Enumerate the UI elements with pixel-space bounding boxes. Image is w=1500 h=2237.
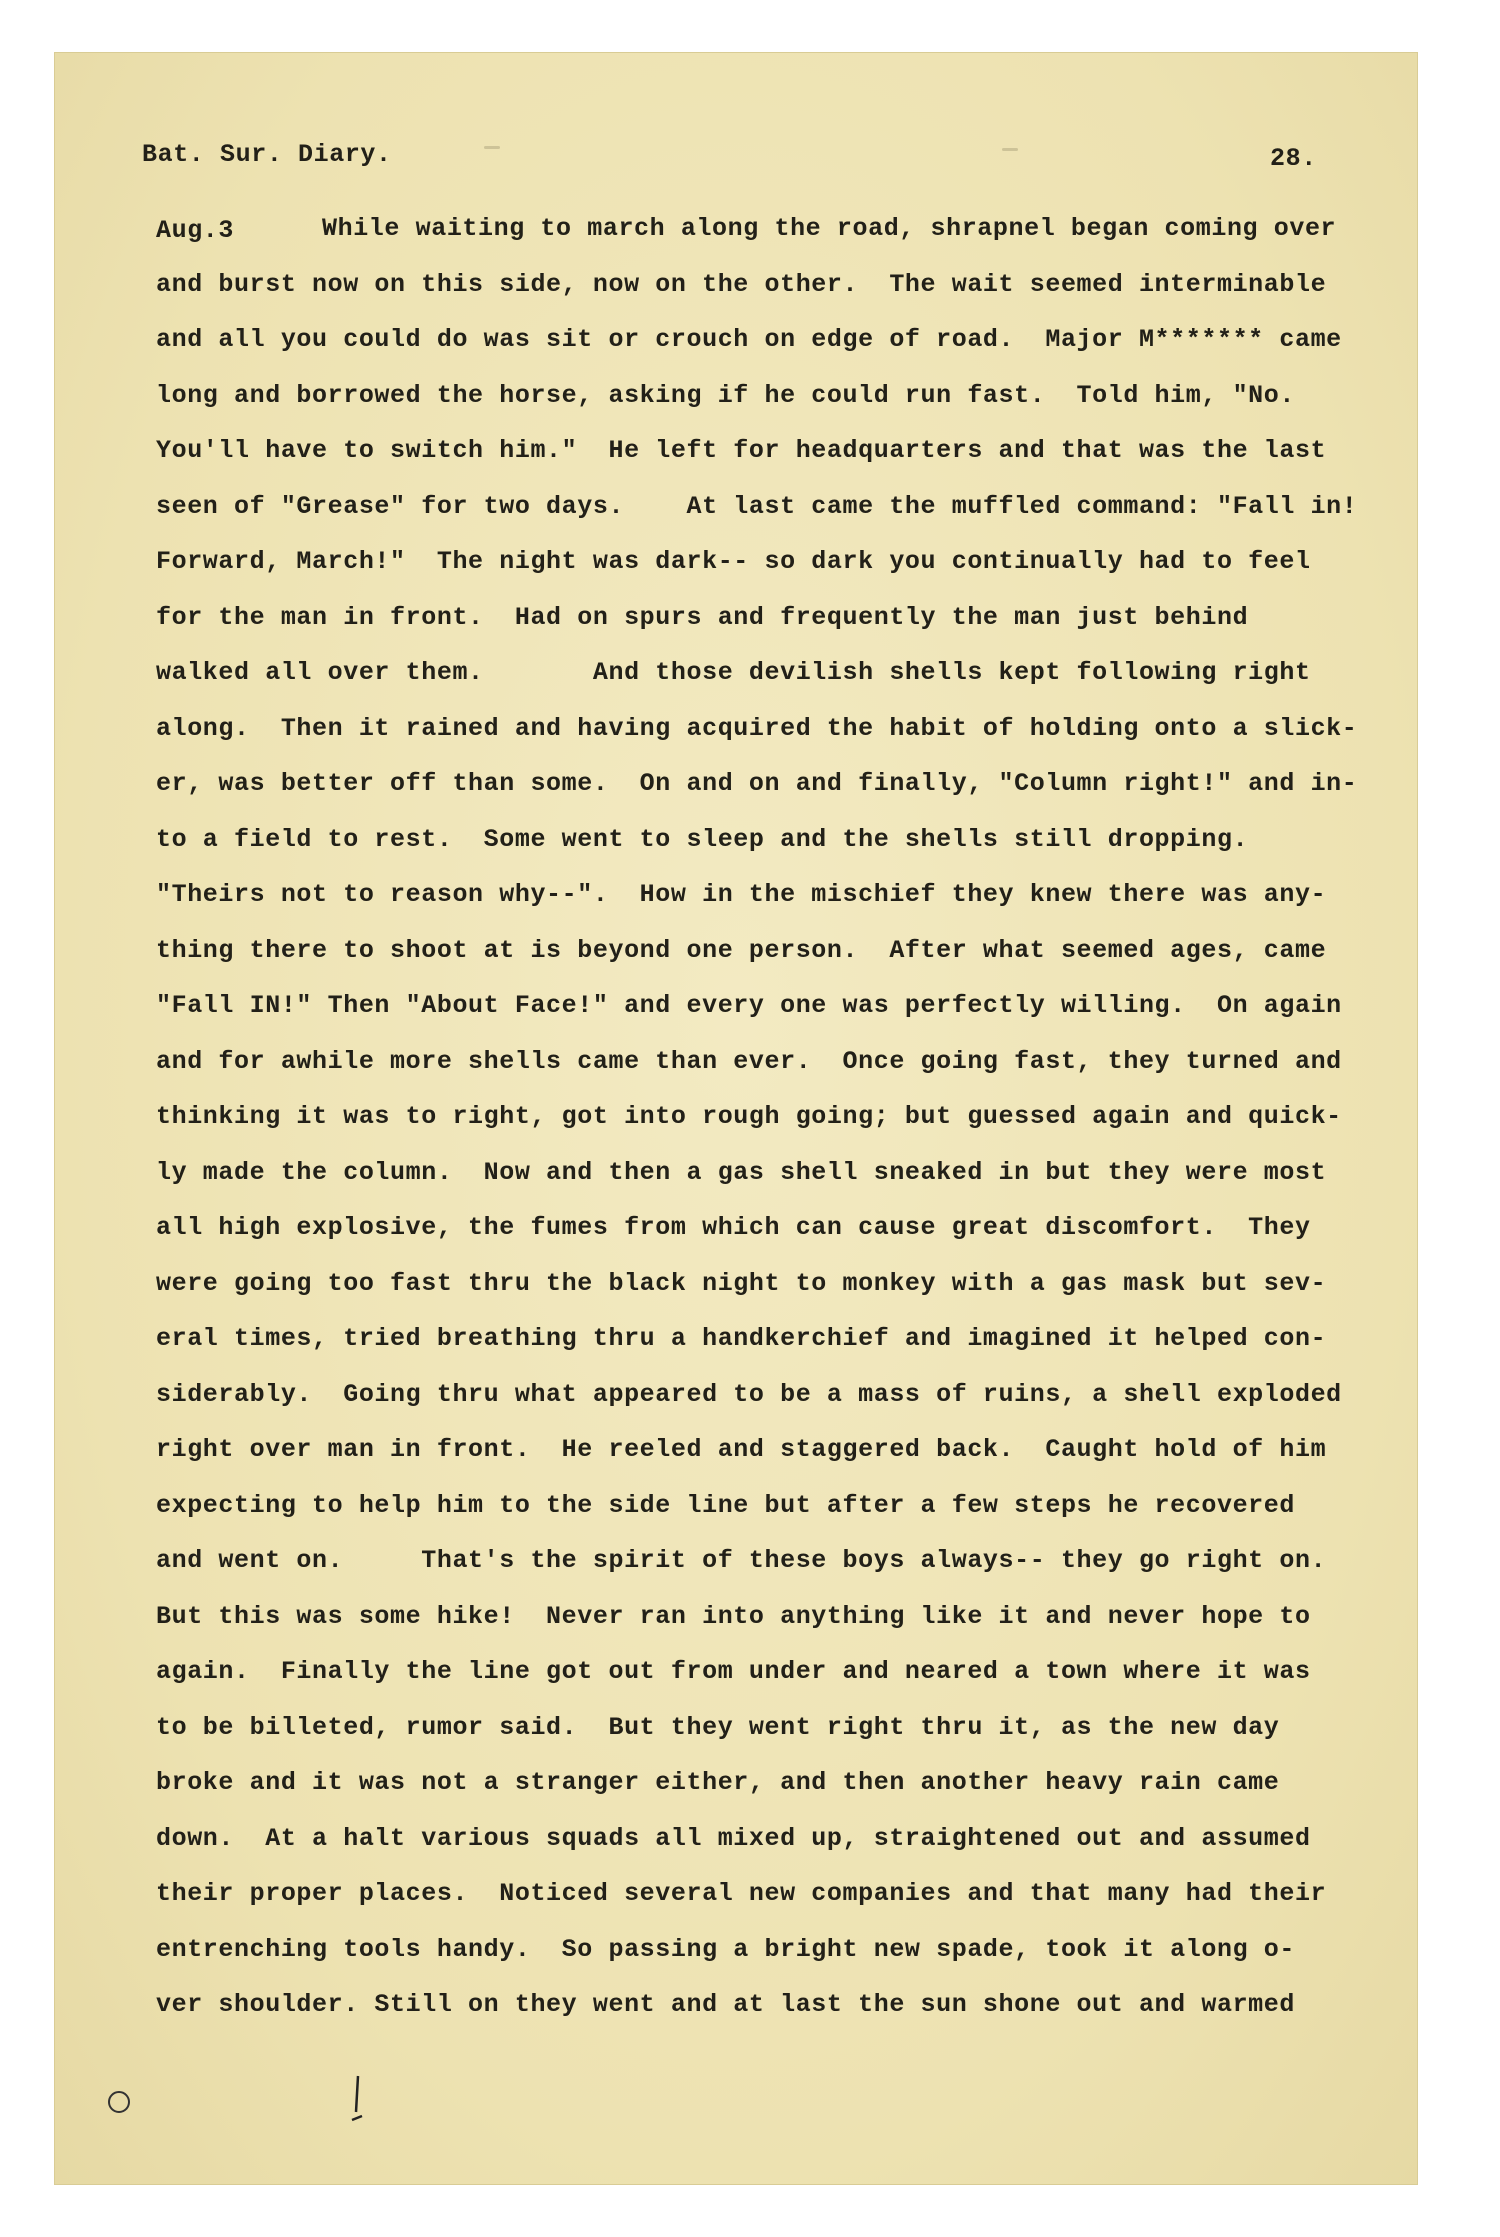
diary-line: You'll have to switch him." He left for headquarters and that was the last	[156, 436, 1327, 465]
circled-mark	[108, 2091, 130, 2113]
diary-line: down. At a halt various squads all mixed up, straightened out and assumed	[156, 1823, 1311, 1853]
diary-line: er, was better off than some. On and on and finally, "Column right!" and in-	[156, 769, 1358, 798]
diary-line: right over man in front. He reeled and staggered back. Caught hold of him	[156, 1435, 1327, 1464]
diary-line: While waiting to march along the road, shrapnel began coming over	[322, 214, 1337, 243]
pen-mark-icon	[338, 2068, 398, 2128]
diary-line: thinking it was to right, got into rough going; but guessed again and quick-	[156, 1102, 1342, 1131]
diary-line: expecting to help him to the side line but after a few steps he recovered	[156, 1490, 1295, 1520]
document-page	[54, 52, 1418, 2185]
diary-line: ly made the column. Now and then a gas shell sneaked in but they were most	[156, 1157, 1327, 1187]
diary-line: entrenching tools handy. So passing a bright new spade, took it along o-	[156, 1934, 1295, 1964]
diary-line: long and borrowed the horse, asking if he could run fast. Told him, "No.	[156, 380, 1295, 410]
diary-line: broke and it was not a stranger either, and then another heavy rain came	[156, 1768, 1280, 1797]
diary-line: eral times, tried breathing thru a handkerchief and imagined it helped con-	[156, 1324, 1327, 1353]
diary-line: "Theirs not to reason why--". How in the mischief they knew there was any-	[156, 880, 1327, 909]
document-title: Bat. Sur. Diary.	[142, 140, 392, 169]
diary-line: But this was some hike! Never ran into anything like it and never hope to	[156, 1601, 1311, 1631]
diary-line: thing there to shoot at is beyond one person. After what seemed ages, came	[156, 935, 1327, 965]
diary-line: Forward, March!" The night was dark-- so dark you continually had to feel	[156, 547, 1311, 576]
diary-line: walked all over them. And those devilish shells kept following right	[156, 658, 1311, 687]
diary-line: seen of "Grease" for two days. At last came the muffled command: "Fall in!	[156, 491, 1358, 521]
entry-date: Aug.3	[156, 216, 235, 245]
diary-line: to a field to rest. Some went to sleep and the shells still dropping.	[156, 824, 1249, 854]
diary-line: "Fall IN!" Then "About Face!" and every one was perfectly willing. On again	[156, 991, 1342, 1020]
diary-line: for the man in front. Had on spurs and frequently the man just behind	[156, 602, 1249, 632]
diary-line: their proper places. Noticed several new companies and that many had their	[156, 1879, 1327, 1908]
diary-line: ver shoulder. Still on they went and at last the sun shone out and warmed	[156, 1990, 1295, 2019]
page-number: 28.	[1270, 144, 1317, 173]
paper-speck	[484, 146, 500, 149]
diary-line: and all you could do was sit or crouch on edge of road. Major M******* came	[156, 325, 1342, 354]
diary-line: along. Then it rained and having acquired the habit of holding onto a slick-	[156, 713, 1358, 743]
diary-line: and for awhile more shells came than ever. Once going fast, they turned and	[156, 1046, 1342, 1076]
paper-speck	[1002, 148, 1018, 151]
diary-line: again. Finally the line got out from under and neared a town where it was	[156, 1657, 1311, 1686]
diary-line: were going too fast thru the black night to monkey with a gas mask but sev-	[156, 1268, 1327, 1298]
diary-line: and went on. That's the spirit of these boys always-- they go right on.	[156, 1546, 1327, 1575]
diary-line: and burst now on this side, now on the other. The wait seemed interminable	[156, 269, 1327, 299]
diary-line: all high explosive, the fumes from which can cause great discomfort. They	[156, 1213, 1311, 1242]
diary-line: to be billeted, rumor said. But they went right thru it, as the new day	[156, 1712, 1280, 1742]
diary-line: siderably. Going thru what appeared to be a mass of ruins, a shell exploded	[156, 1379, 1342, 1409]
